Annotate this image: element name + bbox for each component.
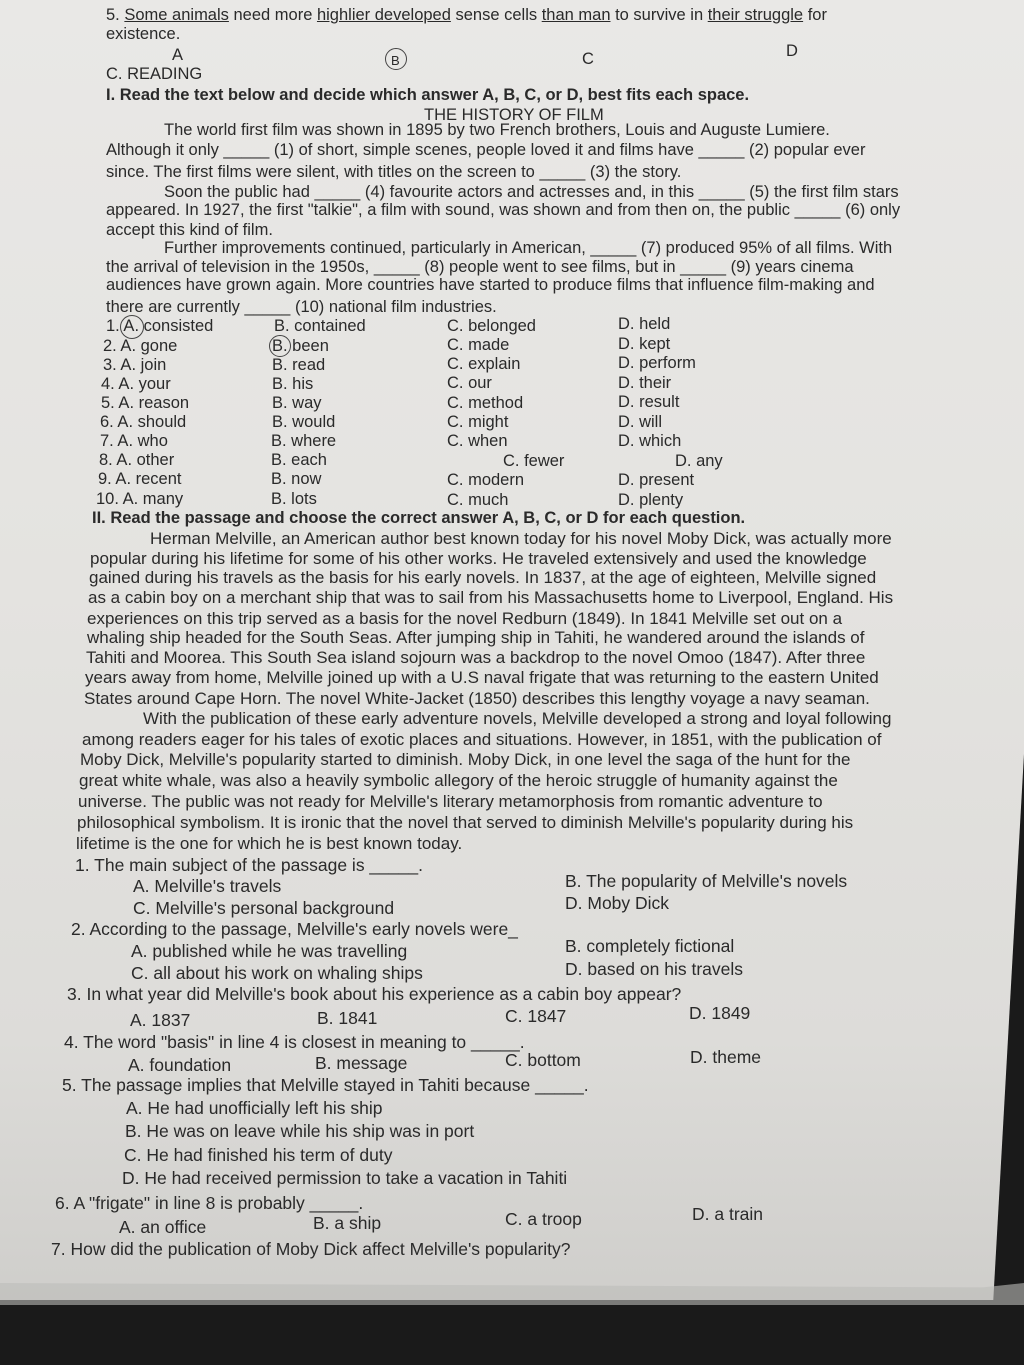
q5-text: sense cells xyxy=(450,6,542,24)
question-4: 4. The word "basis" in line 4 is closest in meaning to _____. xyxy=(64,1032,525,1052)
top-question-line1 xyxy=(106,6,827,25)
question-5-option-c: C. He had finished his term of duty xyxy=(124,1145,393,1165)
answer-8b: B. each xyxy=(271,451,327,469)
answer-2c: C. made xyxy=(447,336,510,354)
question-2: 2. According to the passage, Melville's early novels were_ xyxy=(71,919,518,939)
passage-line: since. The first films were silent, with titles on the screen to _____ (3) the story. xyxy=(106,163,682,181)
q5-number: 5. xyxy=(106,6,125,24)
question-3: 3. In what year did Melville's book about his experience as a cabin boy appear? xyxy=(67,984,682,1004)
answer-6d: D. will xyxy=(618,413,662,431)
q5-text: to survive in xyxy=(610,6,708,24)
answer-9c: C. modern xyxy=(447,471,525,489)
answer-3d: D. perform xyxy=(618,354,696,372)
passage-line: Further improvements continued, particularly in American, _____ (7) produced 95% of all films. With xyxy=(164,239,893,257)
question-3-option-b: B. 1841 xyxy=(317,1008,378,1028)
answer-1c: C. belonged xyxy=(447,317,536,335)
answer-7b: B. where xyxy=(271,432,337,450)
passage-line: Moby Dick, Melville's popularity started to diminish. Moby Dick, in one level the saga of the hunt for the xyxy=(80,750,851,769)
passage-line: lifetime is the one for which he is best known today. xyxy=(76,834,463,853)
passage-line: years away from home, Melville joined up with a U.S naval frigate that was returning to the eastern United xyxy=(85,668,879,687)
answer-8d: D. any xyxy=(675,452,723,470)
answer-8c: C. fewer xyxy=(503,452,565,470)
answer-8a: 8. A. other xyxy=(99,451,175,469)
question-2-option-b: B. completely fictional xyxy=(565,936,735,956)
answer-7d: D. which xyxy=(618,432,682,450)
q5-option-b-circle xyxy=(385,48,407,70)
question-5-option-b: B. He was on leave while his ship was in port xyxy=(125,1121,475,1141)
question-3-option-c: C. 1847 xyxy=(505,1006,567,1026)
answer-2b: B. been xyxy=(272,337,329,355)
passage-line: among readers eager for his tales of exotic places and situations. However, in 1851, with the publication of xyxy=(82,730,882,749)
answer-5d: D. result xyxy=(618,393,680,411)
question-1-option-b: B. The popularity of Melville's novels xyxy=(565,871,848,891)
answer-6c: C. might xyxy=(447,413,509,431)
q5-option-b: B xyxy=(391,53,400,68)
part1-instruction: I. Read the text below and decide which answer A, B, C, or D, best fits each space. xyxy=(106,86,750,104)
answer-4c: C. our xyxy=(447,374,492,392)
answer-10d: D. plenty xyxy=(618,491,684,509)
passage-line: there are currently _____ (10) national film industries. xyxy=(106,298,497,316)
question-6-option-b: B. a ship xyxy=(313,1213,382,1233)
question-2-option-d: D. based on his travels xyxy=(565,959,744,979)
answer-9b: B. now xyxy=(271,470,322,488)
q5-option-a: A xyxy=(172,46,184,64)
question-1: 1. The main subject of the passage is _____. xyxy=(75,855,423,875)
top-question-line2: existence. xyxy=(106,25,181,43)
passage-line: as a cabin boy on a merchant ship that was to sail from his Massachusetts home to Liverpool, England. His xyxy=(88,588,894,607)
question-6-option-a: A. an office xyxy=(119,1217,207,1237)
question-6: 6. A "frigate" in line 8 is probably _____. xyxy=(55,1193,364,1213)
q5-underline-c: than man xyxy=(541,6,611,24)
passage-line: appeared. In 1927, the first "talkie", a film with sound, was shown and from then on, the public _____ (6) only xyxy=(106,201,901,219)
answer-6a: 6. A. should xyxy=(100,413,187,431)
q5-underline-a: Some animals xyxy=(124,6,229,24)
part2-instruction: II. Read the passage and choose the correct answer A, B, C, or D for each question. xyxy=(92,509,746,527)
answer-4b: B. his xyxy=(272,375,314,393)
passage-line: universe. The public was not ready for Melville's literary metamorphosis from romantic adventure to xyxy=(78,792,823,811)
passage-line: popular during his lifetime for some of his other works. He traveled extensively and used the knowledge xyxy=(90,549,867,568)
answer-5a: 5. A. reason xyxy=(101,394,190,412)
passage-line: Although it only _____ (1) of short, simple scenes, people loved it and films have _____ (2) popular ever xyxy=(106,141,866,159)
passage-line: gained during his travels as the basis for his early novels. In 1837, at the age of eighteen, Melville signed xyxy=(89,568,877,587)
passage-line: philosophical symbolism. It is ironic that the novel that served to diminish Melville's popularity during his xyxy=(77,813,854,832)
question-1-option-a: A. Melville's travels xyxy=(133,876,282,896)
passage-line: Tahiti and Moorea. This South Sea island sojourn was a backdrop to the novel Omoo (1847). After three xyxy=(86,648,866,667)
passage-line: With the publication of these early adventure novels, Melville developed a strong and loyal following xyxy=(143,709,892,728)
q5-option-c: C xyxy=(582,50,594,68)
answer-3b: B. read xyxy=(272,356,326,374)
passage-line: Soon the public had _____ (4) favourite actors and actresses and, in this _____ (5) the first film stars xyxy=(164,183,899,201)
question-4-option-a: A. foundation xyxy=(128,1055,232,1075)
q5-option-d: D xyxy=(786,42,798,60)
answer-2d: D. kept xyxy=(618,335,671,353)
question-5-option-d: D. He had received permission to take a vacation in Tahiti xyxy=(122,1168,568,1188)
question-6-option-d: D. a train xyxy=(692,1204,763,1224)
question-4-option-b: B. message xyxy=(315,1053,408,1073)
passage-line: audiences have grown again. More countries have started to produce films that influence film-making and xyxy=(106,276,875,294)
q5-underline-d: their struggle xyxy=(707,6,804,24)
answer-9d: D. present xyxy=(618,471,695,489)
answer-1a: 1. A. consisted xyxy=(106,317,214,335)
answer-2a: 2. A. gone xyxy=(103,337,178,355)
question-2-option-a: A. published while he was travelling xyxy=(131,941,408,961)
passage-line: accept this kind of film. xyxy=(106,221,273,239)
answer-1d: D. held xyxy=(618,315,671,333)
answer-5c: C. method xyxy=(447,394,524,412)
passage-line: The world first film was shown in 1895 by two French brothers, Louis and Auguste Lumiere. xyxy=(164,121,830,139)
question-5: 5. The passage implies that Melville stayed in Tahiti because _____. xyxy=(62,1075,589,1095)
answer-5b: B. way xyxy=(272,394,322,412)
answer-7c: C. when xyxy=(447,432,508,450)
answer-3a: 3. A. join xyxy=(103,356,167,374)
answer-10b: B. lots xyxy=(271,490,317,508)
q5-underline-b: highlier developed xyxy=(316,6,451,24)
passage-line: whaling ship headed for the South Seas. After jumping ship in Tahiti, he wandered around the islands of xyxy=(87,628,865,647)
passage-title: THE HISTORY OF FILM xyxy=(424,106,604,124)
answer-2b-circle xyxy=(269,335,291,357)
answer-1b: B. contained xyxy=(274,317,366,335)
section-title: C. READING xyxy=(106,65,203,83)
question-1-option-c: C. Melville's personal background xyxy=(133,898,395,918)
answer-1a-circle xyxy=(120,315,144,339)
question-6-option-c: C. a troop xyxy=(505,1209,582,1229)
question-2-option-c: C. all about his work on whaling ships xyxy=(131,963,423,983)
question-1-option-d: D. Moby Dick xyxy=(565,893,670,913)
answer-4d: D. their xyxy=(618,374,672,392)
passage-line: States around Cape Horn. The novel White-Jacket (1850) describes this lengthy voyage a navy seaman. xyxy=(84,689,870,708)
question-4-option-d: D. theme xyxy=(690,1047,761,1067)
answer-9a: 9. A. recent xyxy=(98,470,182,488)
answer-3c: C. explain xyxy=(447,355,521,373)
passage-line: experiences on this trip served as a basis for the novel Redburn (1849). In 1841 Melville set out on a xyxy=(87,609,843,628)
answer-10a: 10. A. many xyxy=(96,490,184,508)
answer-6b: B. would xyxy=(272,413,336,431)
question-4-option-c: C. bottom xyxy=(505,1050,581,1070)
question-7: 7. How did the publication of Moby Dick affect Melville's popularity? xyxy=(51,1239,571,1259)
answer-4a: 4. A. your xyxy=(101,375,171,393)
answer-10c: C. much xyxy=(447,491,509,509)
passage-line: great white whale, was also a heavily symbolic allegory of the heroic struggle of humanity against the xyxy=(79,771,838,790)
question-3-option-a: A. 1837 xyxy=(130,1010,191,1030)
question-5-option-a: A. He had unofficially left his ship xyxy=(126,1098,383,1118)
question-3-option-d: D. 1849 xyxy=(689,1003,751,1023)
passage-line: Herman Melville, an American author best known today for his novel Moby Dick, was actually more xyxy=(150,529,892,548)
passage-line: the arrival of television in the 1950s, _____ (8) people went to see films, but in _____ (9) years cinema xyxy=(106,258,854,276)
q5-text: need more xyxy=(228,6,317,24)
q5-text: for xyxy=(803,6,827,24)
answer-7a: 7. A. who xyxy=(100,432,168,450)
